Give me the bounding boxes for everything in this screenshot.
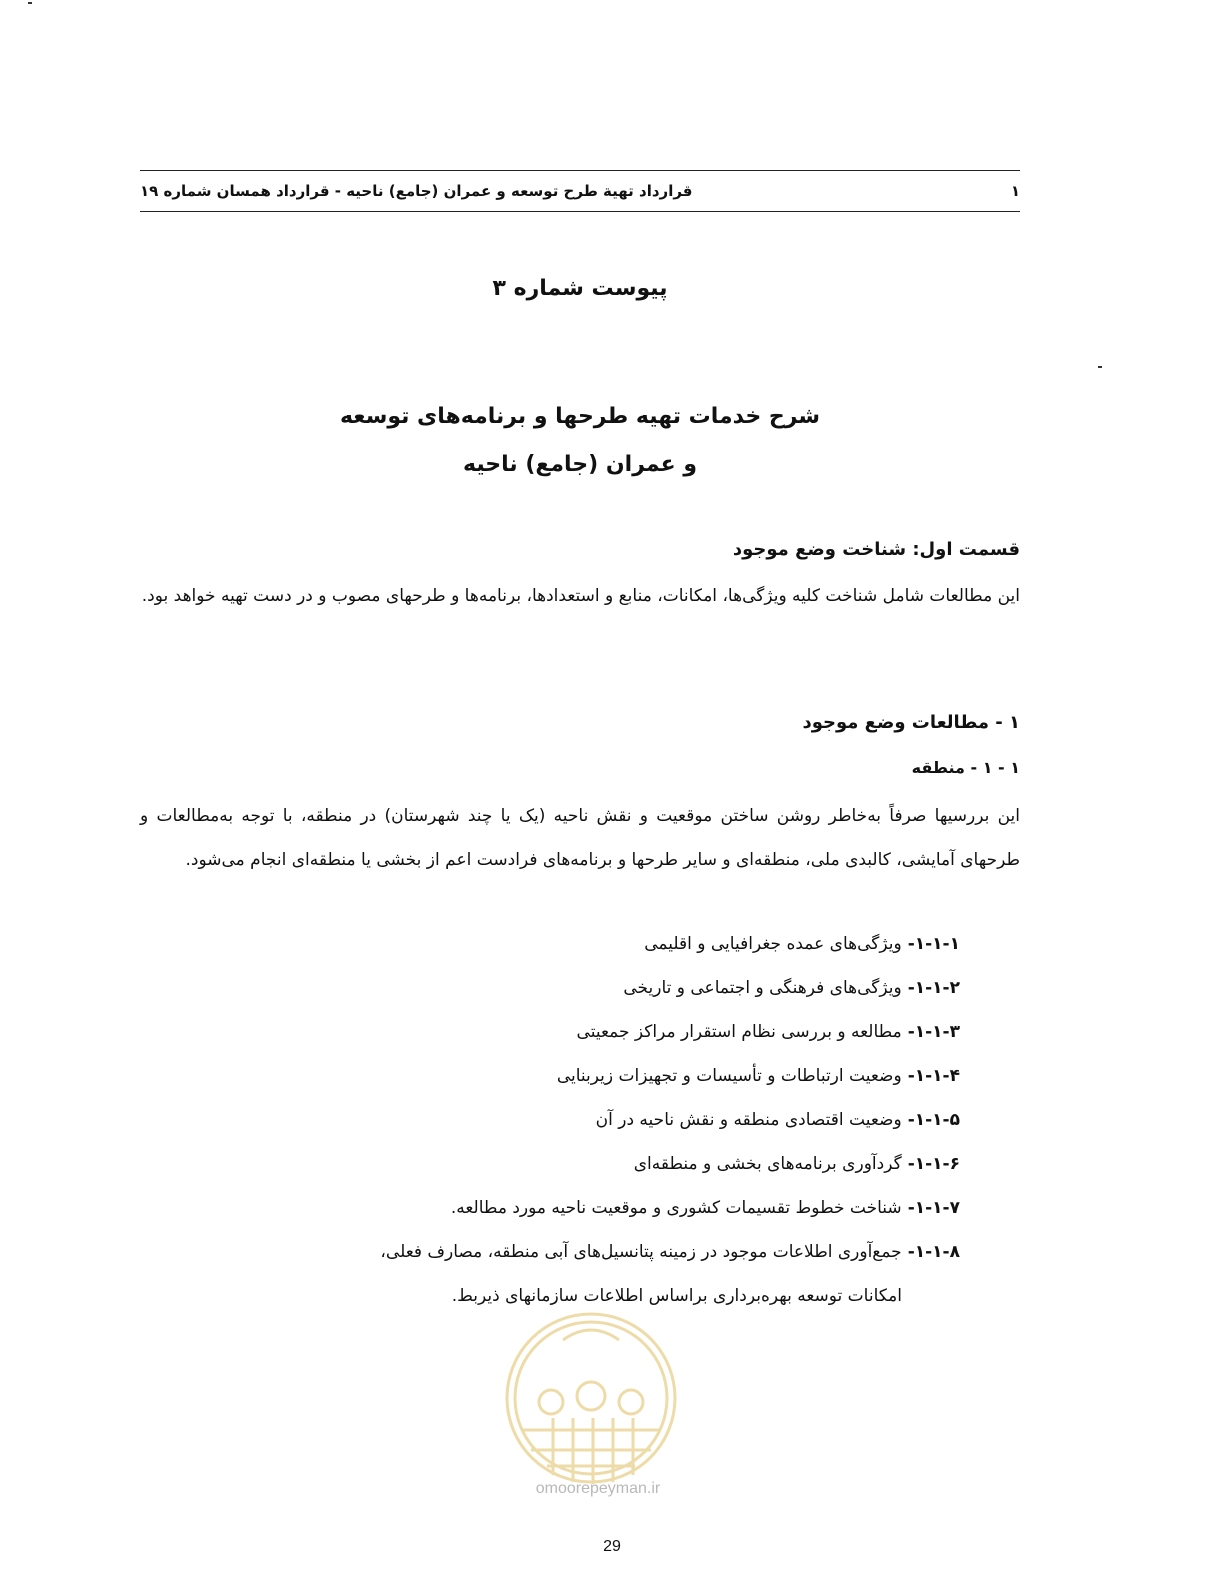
- header-page-number: ۱: [1010, 182, 1020, 200]
- list-item-continuation: امکانات توسعه بهره‌برداری براساس اطلاعات سازمانهای ذیربط.: [451, 1286, 902, 1306]
- section1-heading: ۱ - مطالعات وضع موجود: [802, 712, 1020, 733]
- watermark-url: omoorepeyman.ir: [535, 1480, 661, 1497]
- page-footer-number: 29: [603, 1538, 621, 1555]
- list-item: ۱-۱-۲-ویژگی‌های فرهنگی و اجتماعی و تاریخی: [623, 978, 960, 998]
- section1-paragraph: این بررسیها صرفاً به‌خاطر روشن ساختن موقعیت و نقش ناحیه (یک یا چند شهرستان) در منطقه، با توجه به‌مطالعات و طرحهای آمایشی، کالبدی ملی، منطقه‌ای و سایر طرحها و برنامه‌های فرادست اعم از بخشی یا منطقه‌ای انجام می‌شود.: [140, 806, 1020, 870]
- scan-mark: [28, 2, 32, 4]
- part1-heading: قسمت اول: شناخت وضع موجود: [732, 539, 1020, 560]
- header-top-rule: [140, 170, 1020, 171]
- list-item: ۱-۱-۶-گردآوری برنامه‌های بخشی و منطقه‌ای: [633, 1154, 960, 1174]
- items-list: [140, 922, 960, 1318]
- list-item: ۱-۱-۵-وضعیت اقتصادی منطقه و نقش ناحیه در آن: [595, 1110, 960, 1130]
- list-item: ۱-۱-۴-وضعیت ارتباطات و تأسیسات و تجهیزات زیربنایی: [556, 1066, 960, 1086]
- list-item: ۱-۱-۸-جمع‌آوری اطلاعات موجود در زمینه پتانسیل‌های آبی منطقه، مصارف فعلی،: [380, 1242, 960, 1262]
- main-title-line1: شرح خدمات تهیه طرحها و برنامه‌های توسعه: [339, 404, 821, 429]
- section1-sub-heading: ۱ - ۱ - منطقه: [911, 758, 1020, 777]
- annex-title: پیوست شماره ۳: [492, 276, 668, 301]
- part1-intro: این مطالعات شامل شناخت کلیه ویژگی‌ها، امکانات، منابع و استعدادها، برنامه‌ها و طرحهای مصوب و در دست تهیه خواهد بود.: [141, 586, 1020, 606]
- main-title-line2: و عمران (جامع) ناحیه: [462, 452, 697, 477]
- running-header: [140, 178, 1020, 204]
- list-item: ۱-۱-۱-ویژگی‌های عمده جغرافیایی و اقلیمی: [644, 934, 960, 954]
- list-item: ۱-۱-۷-شناخت خطوط تقسیمات کشوری و موقعیت ناحیه مورد مطالعه.: [450, 1198, 960, 1218]
- header-bottom-rule: [140, 211, 1020, 212]
- list-item: ۱-۱-۳-مطالعه و بررسی نظام استقرار مراکز جمعیتی: [576, 1022, 960, 1042]
- scan-mark: [1098, 366, 1102, 368]
- header-title: قرارداد تهیة طرح توسعه و عمران (جامع) ناحیه - قرارداد همسان شماره ۱۹: [140, 182, 693, 200]
- watermark-seal: [503, 1310, 679, 1486]
